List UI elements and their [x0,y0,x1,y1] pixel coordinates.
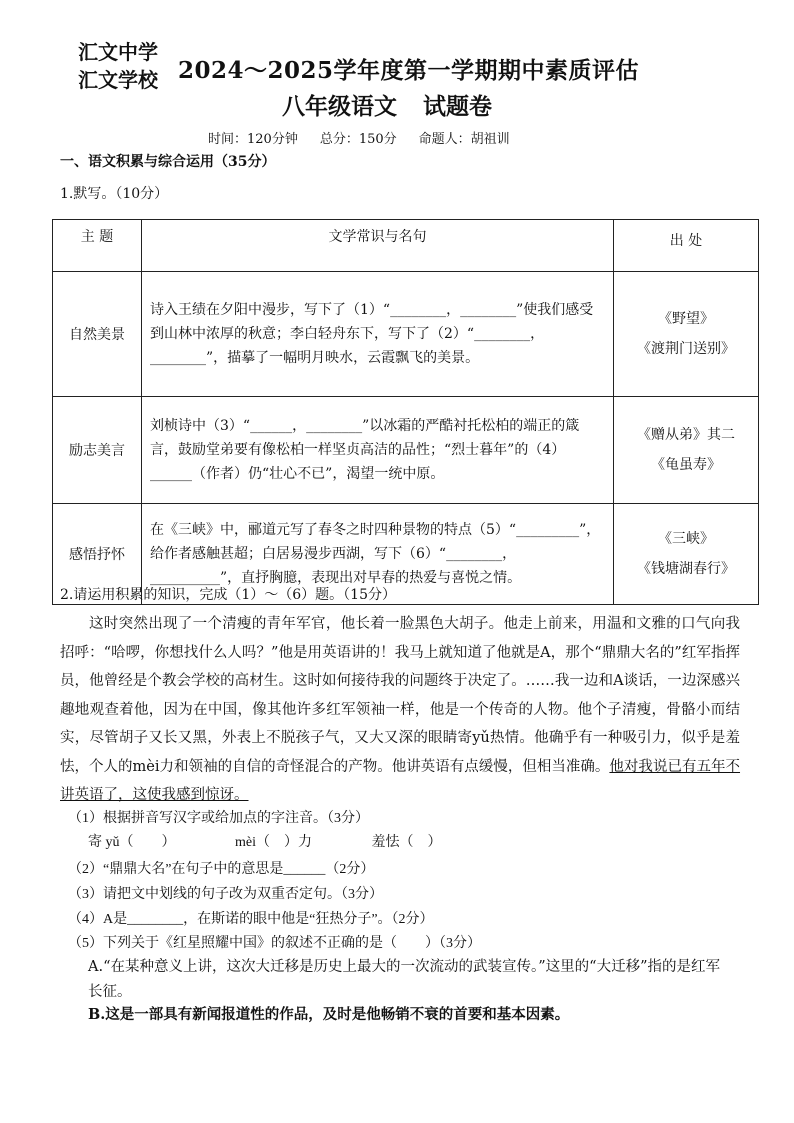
sub-question-2: （2）“鼎鼎大名”在句子中的意思是______（2分） [68,862,375,877]
row-theme: 感悟抒怀 [53,504,142,605]
school-name-2: 汇文学校 [78,68,158,92]
option-b: B.这是一部具有新闻报道性的作品，及时是他畅销不衰的首要和基本因素。 [88,1006,570,1023]
section-heading: 一、语文积累与综合运用（35分） [60,154,276,170]
passage-text: 这时突然出现了一个清瘦的青年军官，他长着一脸黑色大胡子。他走上前来，用温和文雅的口气向我招呼：“哈啰，你想找什么人吗？”他是用英语讲的！我马上就知道了他就是A，那个“鼎鼎大名的”红军指挥员，他曾经是个教会学校的高材生。这时如何接待我的问题终于决定了。……我一边和A谈话，一边深感兴趣地观查着他，因为在中国，像其他许多红军领袖一样，他是一个传奇的人物。他个子清瘦，骨骼小而结实，尽管胡子又长又黑，外表上不脱孩子气，又大又深的眼睛寄yǔ热情。他确乎有一种吸引力，似乎是羞怯，个人的mèi力和领袖的自信的奇怪混合的产物。他讲英语有点缓慢，但相当准确。 [60,616,740,775]
paper-type: 试题卷 [423,93,492,120]
row-source [614,272,759,397]
meta-time: 时间：120分钟 [208,132,298,147]
row-source [614,504,759,605]
source-1: 《三峡》 [658,531,714,547]
sub-question-5: （5）下列关于《红星照耀中国》的叙述不正确的是（ ）（3分） [68,936,481,951]
sub-question-3: （3）请把文中划线的句子改为双重否定句。（3分） [68,887,383,902]
reading-passage [60,610,740,810]
meta-score: 总分：150分 [319,132,397,147]
source-1: 《赠从弟》其二 [637,427,735,443]
option-a: A.“在某种意义上讲，这次大迁移是历史上最大的一次流动的武装宣传。”这里的“大迁移”指的是红军长征。 [88,959,720,1000]
source-1: 《野望》 [658,311,714,327]
header-source: 出 处 [614,220,759,272]
pinyin-item-2: mèi（ ）力 [235,835,312,850]
pinyin-item-1: 寄 yǔ（ ） [88,835,176,850]
table-row [53,397,759,504]
exam-title: 2024～2025学年度第一学期期中素质评估 [178,57,640,84]
source-2: 《钱塘湖春行》 [637,561,735,577]
exam-subtitle [282,88,492,121]
header-theme: 主 题 [53,220,142,272]
exam-meta [208,128,510,147]
sub-question-1: （1）根据拼音写汉字或给加点的字注音。（3分） [68,811,369,826]
source-2: 《渡荆门送别》 [637,341,735,357]
school-names [78,38,158,94]
table-row [53,272,759,397]
row-content: 刘桢诗中（3）“______，________”以冰霜的严酷衬托松柏的端正的箴言，鼓励堂弟要有像松柏一样坚贞高洁的品性；“烈士暮年”的（4）______（作者）仍“壮心不已”，渴望一统中原。 [142,397,614,504]
pinyin-items [88,831,442,851]
sub-question-4: （4）A是________，在斯诺的眼中他是“狂热分子”。（2分） [68,912,434,927]
school-name-1: 汇文中学 [78,40,158,64]
recitation-table [52,219,759,605]
meta-author: 命题人：胡祖训 [418,132,510,147]
pinyin-item-3: 羞怯（ ） [371,835,442,850]
underlined-sentence: 他对我说已有五年不讲英语了，这使我感到惊讶。 [60,758,741,803]
row-content: 诗入王绩在夕阳中漫步，写下了（1）“________，________”使我们感受到山林中浓厚的秋意；李白轻舟东下，写下了（2）“________，________”，描摹了一幅明月映水，云霞飘飞的美景。 [142,272,614,397]
row-source [614,397,759,504]
source-2: 《龟虽寿》 [651,457,721,473]
grade-subject: 八年级语文 [282,93,397,120]
row-theme: 自然美景 [53,272,142,397]
row-content: 在《三峡》中，郦道元写了春冬之时四种景物的特点（5）“_________”，给作者感触甚超；白居易漫步西湖，写下（6）“________，__________”，直抒胸臆，表现出对早春的热爱与喜悦之情。 [142,504,614,605]
row-theme: 励志美言 [53,397,142,504]
question-1-label: 1.默写。（10分） [60,186,169,202]
header-content: 文学常识与名句 [142,220,614,272]
question-2-label: 2.请运用积累的知识，完成（1）～（6）题。（15分） [60,587,396,603]
table-header-row [53,220,759,272]
